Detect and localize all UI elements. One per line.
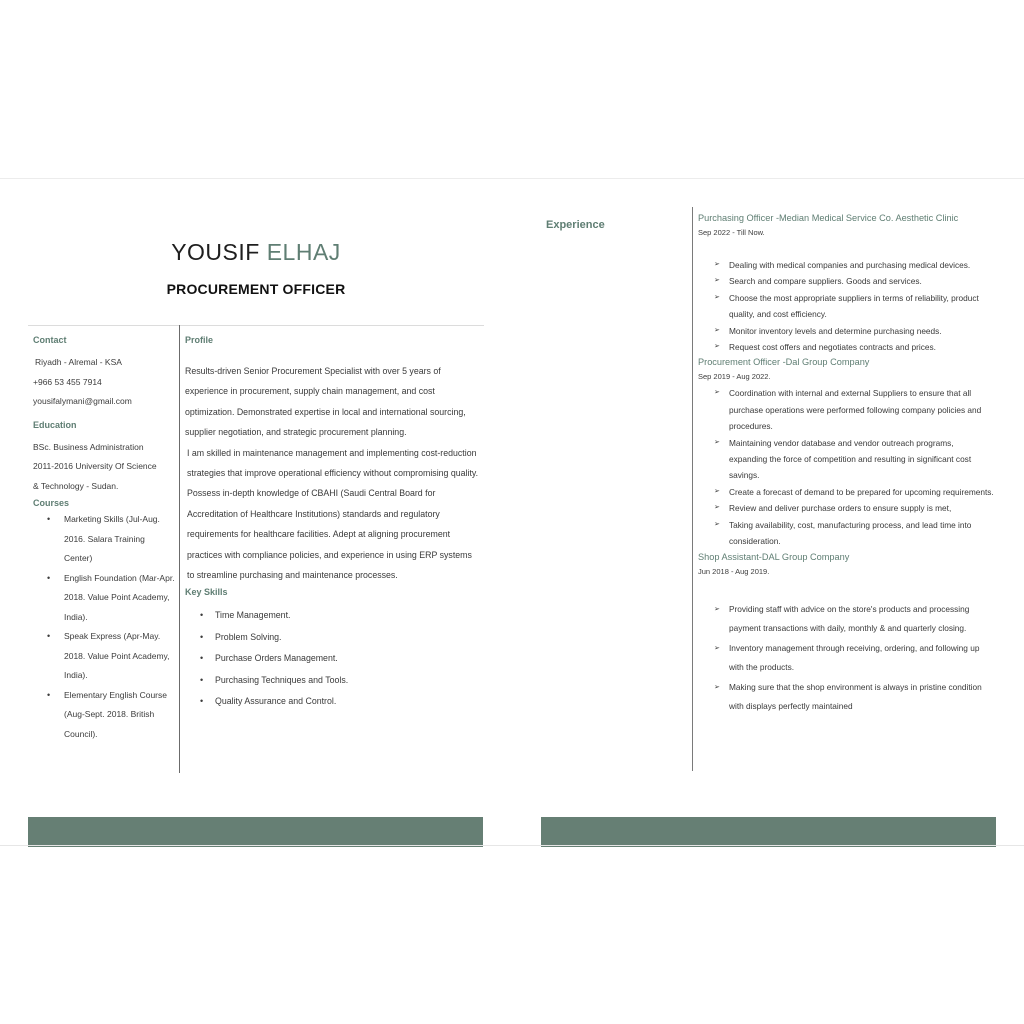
- last-name: ELHAJ: [266, 239, 341, 265]
- course-item: • Marketing Skills (Jul-Aug. 2016. Salara Training Center): [33, 510, 175, 569]
- job-dates: Sep 2019 - Aug 2022.: [698, 372, 771, 382]
- job-dates: Jun 2018 - Aug 2019.: [698, 566, 770, 576]
- task-item: ➢ Monitor inventory levels and determine purchasing needs.: [698, 323, 994, 339]
- courses-list: [33, 510, 175, 744]
- skill-item: • Time Management.: [185, 605, 481, 627]
- skill-item: • Quality Assurance and Control.: [185, 691, 481, 713]
- experience-heading: Experience: [546, 219, 605, 231]
- contact-heading: Contact: [33, 335, 67, 345]
- courses-heading: Courses: [33, 498, 70, 508]
- task-item: ➢ Coordination with internal and external Suppliers to ensure that all purchase operations were performed following company policies and procedures.: [698, 385, 994, 434]
- job-role: Purchasing Officer -Median Medical Service Co. Aesthetic Clinic: [698, 213, 959, 223]
- job-dates: Sep 2022 - Till Now.: [698, 228, 765, 237]
- page-edge: [0, 845, 512, 846]
- key-skills-heading: Key Skills: [185, 587, 228, 598]
- task-item: ➢ Inventory management through receiving, ordering, and following up with the products.: [698, 639, 994, 678]
- main-column: [185, 333, 481, 713]
- course-item: • Speak Express (Apr-May. 2018. Value Point Academy, India).: [33, 627, 175, 686]
- profile-paragraph: Results-driven Senior Procurement Specialist with over 5 years of experience in procurement, supply chain management, and cost optimization. Demonstrated expertise in local and international sourcing, supplier negotiation, and strategic procurement planning.: [185, 366, 466, 438]
- task-item: ➢ Providing staff with advice on the store's products and processing payment transactions with daily, monthly & and quarterly closing.: [698, 600, 994, 639]
- footer-bar: [28, 817, 483, 847]
- resume-page-1: [0, 178, 512, 846]
- job-tasks: [698, 257, 994, 355]
- skill-item: • Problem Solving.: [185, 627, 481, 649]
- job-role: Shop Assistant-DAL Group Company: [698, 551, 850, 562]
- job-tasks: [698, 385, 994, 549]
- education-line: BSc. Business Administration: [33, 441, 144, 452]
- contact-location: Riyadh - Alremal - KSA: [35, 357, 122, 367]
- task-item: ➢ Making sure that the shop environment is always in pristine condition with displays perfectly maintained: [698, 678, 994, 717]
- column-divider: [179, 325, 180, 773]
- skill-item: • Purchasing Techniques and Tools.: [185, 670, 481, 692]
- sidebar-column: [33, 333, 175, 744]
- footer-bar: [541, 817, 996, 847]
- task-item: ➢ Search and compare suppliers. Goods and services.: [698, 273, 994, 289]
- task-item: ➢ Review and deliver purchase orders to ensure supply is met,: [698, 500, 994, 516]
- task-item: ➢ Maintaining vendor database and vendor outreach programs, expanding the force of competition and resulting in significant cost savings.: [698, 435, 994, 484]
- education-line: & Technology - Sudan.: [33, 480, 119, 491]
- task-item: ➢ Choose the most appropriate suppliers in terms of reliability, product quality, and cost efficiency.: [698, 290, 994, 323]
- education-line: 2011-2016 University Of Science: [33, 461, 157, 471]
- job-tasks: [698, 600, 994, 718]
- experience-column: [698, 211, 994, 717]
- job-title: PROCUREMENT OFFICER: [166, 281, 346, 297]
- task-item: ➢ Request cost offers and negotiates contracts and prices.: [698, 339, 994, 355]
- contact-phone: +966 53 455 7914: [33, 376, 102, 387]
- course-item: • English Foundation (Mar-Apr. 2018. Value Point Academy, India).: [33, 569, 175, 628]
- key-skills-list: [185, 605, 481, 713]
- profile-heading: Profile: [185, 335, 214, 345]
- task-item: ➢ Create a forecast of demand to be prepared for upcoming requirements.: [698, 484, 994, 500]
- page-edge: [512, 845, 1024, 846]
- education-heading: Education: [33, 419, 77, 430]
- skill-item: • Purchase Orders Management.: [185, 648, 481, 670]
- course-item: • Elementary English Course (Aug-Sept. 2018. British Council).: [33, 686, 175, 745]
- profile-text: [185, 361, 481, 585]
- column-divider: [692, 207, 693, 771]
- resume-page-2: [512, 178, 1024, 846]
- first-name: YOUSIF: [171, 239, 260, 265]
- profile-paragraph: I am skilled in maintenance management and implementing cost-reduction strategies that improve operational efficiency without compromising quality. Possess in-depth knowledge of CBAHI (Saudi Central Board for Accreditation of Healthcare Institutions) standards and regulatory requirements for healthcare facilities. Adept at aligning procurement practices with compliance policies, and experience in using ERP systems to streamline purchasing and maintenance processes.: [187, 447, 479, 581]
- task-item: ➢ Dealing with medical companies and purchasing medical devices.: [698, 257, 994, 273]
- header-divider: [28, 325, 484, 326]
- candidate-name: [0, 239, 512, 266]
- contact-email: yousifalymani@gmail.com: [33, 396, 132, 406]
- job-role: Procurement Officer -Dal Group Company: [698, 357, 870, 368]
- task-item: ➢ Taking availability, cost, manufacturing process, and lead time into consideration.: [698, 517, 994, 550]
